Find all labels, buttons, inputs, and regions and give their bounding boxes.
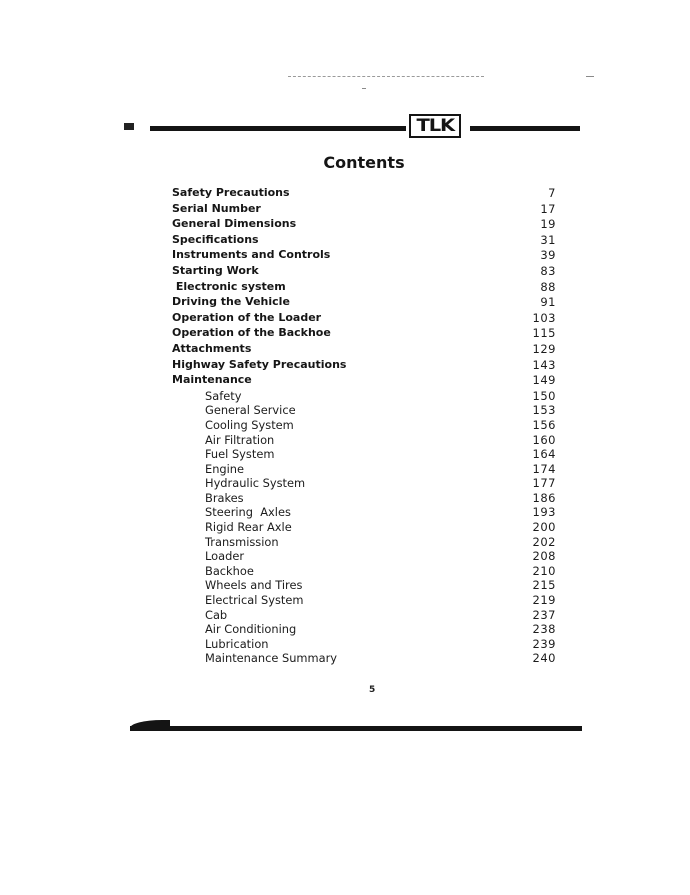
toc-subentry [0, 535, 690, 550]
toc-entry-label: Serial Number [172, 201, 261, 215]
toc-entry-label: Transmission [205, 534, 279, 549]
toc-entry-label: Hydraulic System [205, 476, 306, 491]
toc-entry-label: Attachments [172, 341, 252, 355]
toc-entry [0, 342, 690, 358]
header-rule-left [150, 126, 406, 131]
toc-entry-page: 177 [532, 476, 556, 491]
toc-entry-label: Wheels and Tires [205, 578, 303, 593]
toc-entry-page: 186 [532, 490, 556, 505]
toc-entry-label: Backhoe [205, 563, 254, 578]
toc-entry-label: Safety Precautions [172, 186, 290, 199]
toc-entry-label: Electronic system [172, 279, 286, 293]
footer-rule [130, 726, 582, 731]
toc-subentry [0, 651, 690, 666]
toc-entry [0, 248, 690, 264]
toc-entry [0, 326, 690, 342]
toc-subentry [0, 578, 690, 593]
toc-entry-label: Specifications [172, 232, 259, 246]
toc-entry [0, 217, 690, 233]
toc-subentry [0, 433, 690, 448]
toc-entry-label: General Dimensions [172, 217, 297, 231]
toc-entry-label: Operation of the Loader [172, 310, 322, 324]
toc-entry [0, 233, 690, 249]
toc-entry-page: 129 [532, 341, 556, 356]
toc-subentry [0, 608, 690, 623]
toc-subentry [0, 389, 690, 404]
toc-entry-page: 83 [540, 263, 556, 278]
toc-entry-page: 208 [532, 549, 556, 564]
toc-entry-page: 240 [532, 651, 556, 666]
toc-entry-label: Maintenance Summary [205, 651, 338, 666]
toc-entry-page: 88 [540, 279, 556, 294]
toc-subentry [0, 491, 690, 506]
toc-entry-label: Instruments and Controls [172, 248, 331, 262]
toc-entry [0, 186, 690, 202]
toc-subentry [0, 637, 690, 652]
toc-entry-page: 103 [532, 310, 556, 325]
toc-entry-label: Air Conditioning [205, 622, 297, 637]
toc-entry-page: 156 [532, 417, 556, 432]
toc-entry-label: Air Filtration [205, 432, 275, 447]
scan-artifact-dash [586, 76, 594, 77]
toc-entry-label: Highway Safety Precautions [172, 357, 347, 371]
scan-artifact-dot [362, 88, 366, 89]
toc-entry [0, 264, 690, 280]
toc-entry-label: Operation of the Backhoe [172, 326, 331, 340]
toc-subentry [0, 564, 690, 579]
toc-entry-page: 149 [532, 373, 556, 388]
toc-entry-page: 215 [532, 578, 556, 593]
toc-entry-page: 239 [532, 636, 556, 651]
toc-entry-label: Loader [205, 549, 245, 564]
toc-entry-page: 39 [540, 248, 556, 263]
toc-subentry [0, 476, 690, 491]
toc-entry-page: 17 [540, 201, 556, 216]
toc-entry [0, 295, 690, 311]
toc-entry-page: 143 [532, 357, 556, 372]
toc-entry-page: 238 [532, 622, 556, 637]
toc-subentry [0, 622, 690, 637]
toc-entry-page: 115 [532, 326, 556, 341]
toc-entry-page: 153 [532, 403, 556, 418]
toc-entry-page: 174 [532, 461, 556, 476]
toc-entry-label: Driving the Vehicle [172, 295, 290, 309]
scan-artifact-line [288, 76, 484, 77]
toc-entry [0, 311, 690, 327]
toc-subentry [0, 462, 690, 477]
toc-entry-label: General Service [205, 403, 296, 418]
toc-entry-page: 200 [532, 520, 556, 535]
logo-text: TLK [416, 116, 454, 136]
brand-logo [409, 114, 461, 138]
toc-entry-label: Cooling System [205, 417, 294, 432]
toc-entry-label: Brakes [205, 490, 244, 505]
toc-entry-label: Steering Axles [205, 505, 291, 520]
toc-subentry [0, 403, 690, 418]
toc-entry-page: 237 [532, 607, 556, 622]
toc-entry-label: Engine [205, 461, 245, 476]
toc-subentry [0, 549, 690, 564]
toc-subentry [0, 520, 690, 535]
header-rule-right [470, 126, 580, 131]
toc-entry-label: Maintenance [172, 373, 252, 387]
toc-subentry [0, 505, 690, 520]
toc-entry-label: Cab [205, 607, 228, 622]
toc-entry [0, 202, 690, 218]
toc-entry-page: 210 [532, 563, 556, 578]
toc-subentry [0, 447, 690, 462]
toc-entry-page: 31 [540, 232, 556, 247]
toc-entry-label: Safety [205, 388, 242, 403]
toc-entry-page: 219 [532, 593, 556, 608]
toc-subentry [0, 593, 690, 608]
toc-entry-page: 150 [532, 388, 556, 403]
page-number: 5 [369, 685, 376, 695]
toc-entry [0, 280, 690, 296]
toc-entry-page: 19 [540, 217, 556, 232]
toc-entry-page: 91 [540, 295, 556, 310]
toc-entry-page: 164 [532, 447, 556, 462]
page-title: Contents [323, 153, 405, 172]
toc-entry-label: Fuel System [205, 447, 275, 462]
corner-mark [124, 123, 134, 130]
toc-subentry [0, 418, 690, 433]
toc-entry-label: Electrical System [205, 593, 304, 608]
toc-entry-label: Lubrication [205, 636, 269, 651]
toc-entry [0, 373, 690, 389]
toc-entry-page: 193 [532, 505, 556, 520]
toc-entry-label: Starting Work [172, 263, 259, 277]
toc-entry-page: 7 [548, 186, 556, 200]
toc-entry-page: 160 [532, 432, 556, 447]
toc-entry-label: Rigid Rear Axle [205, 520, 292, 535]
toc-entry [0, 358, 690, 374]
table-of-contents [0, 186, 690, 666]
toc-entry-page: 202 [532, 534, 556, 549]
